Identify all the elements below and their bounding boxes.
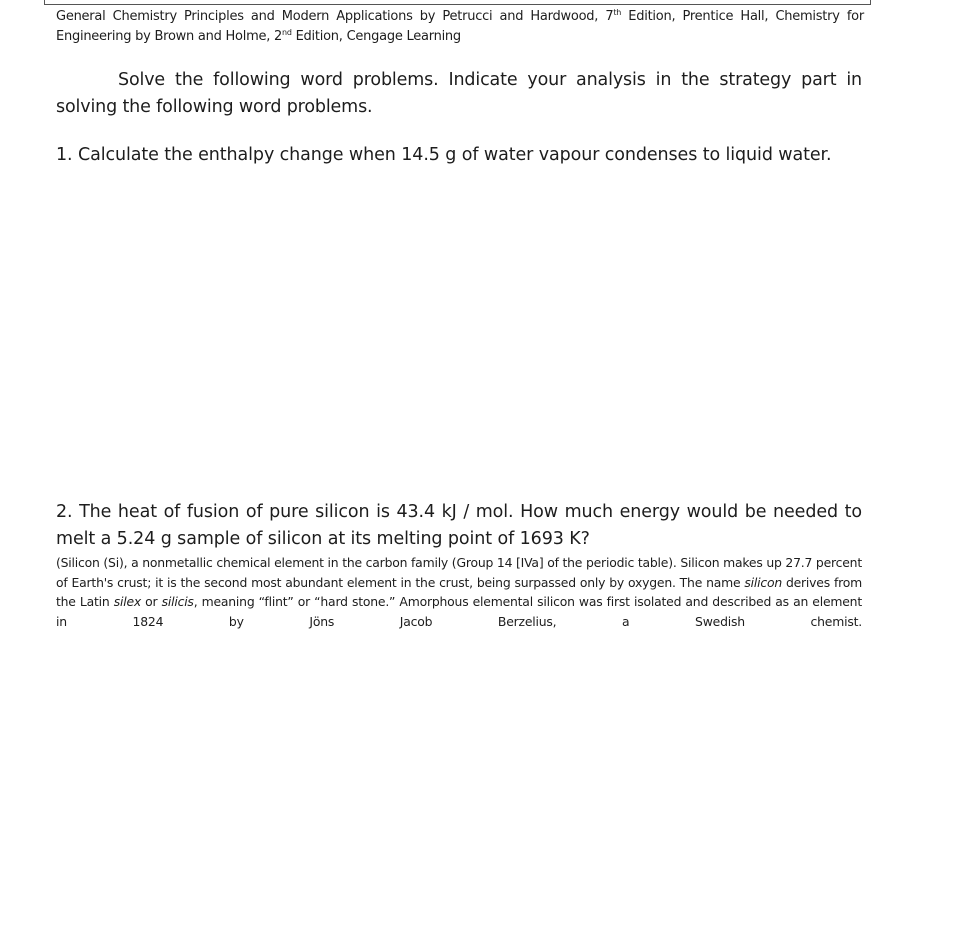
problem-2-question: 2. The heat of fusion of pure silicon is 43.4 kJ / mol. How much energy would be needed to melt a 5.24 g sample of silicon at its melting point of 1693 K?	[56, 502, 862, 549]
references-sup1: th	[613, 8, 622, 17]
problem-2-note-italic-silex: silex	[113, 594, 141, 609]
problem-2	[56, 499, 862, 631]
references-part1: General Chemistry Principles and Modern Applications by Petrucci and Hardwood, 7	[56, 9, 614, 24]
references-part2: Edition, Prentice Hall, Chemistry for Engineering by Brown and Holme, 2	[56, 9, 864, 44]
instructions: Solve the following word problems. Indicate your analysis in the strategy part in solving the following word problems.	[56, 70, 862, 117]
references	[56, 7, 864, 46]
problem-2-note-a: (Silicon (Si), a nonmetallic chemical element in the carbon family (Group 14 [IVa] of the periodic table). Silicon makes up 27.7 percent of Earth's crust; it is the second most abundant element in the crust, being surpassed only by oxygen. The name	[56, 555, 862, 590]
problem-2-note-italic-silicon: silicon	[744, 574, 782, 590]
problem-2-note-italic-silicis: silicis	[161, 594, 194, 609]
problem-2-note-d: , meaning “flint” or “hard stone.” Amorphous elemental silicon was first isolated and described as an element in 1824 by Jöns Jacob Berzelius, a Swedish chemist.	[56, 594, 862, 629]
references-sup2: nd	[282, 27, 292, 37]
problem-2-note-c: or	[141, 594, 162, 609]
page-top-border	[44, 0, 871, 5]
problem-2-note	[56, 553, 862, 631]
problem-2-note-b: derives from the Latin	[56, 574, 862, 609]
problem-1: 1. Calculate the enthalpy change when 14.5 g of water vapour condenses to liquid water.	[56, 145, 832, 165]
references-part3: Edition, Cengage Learning	[291, 28, 461, 44]
